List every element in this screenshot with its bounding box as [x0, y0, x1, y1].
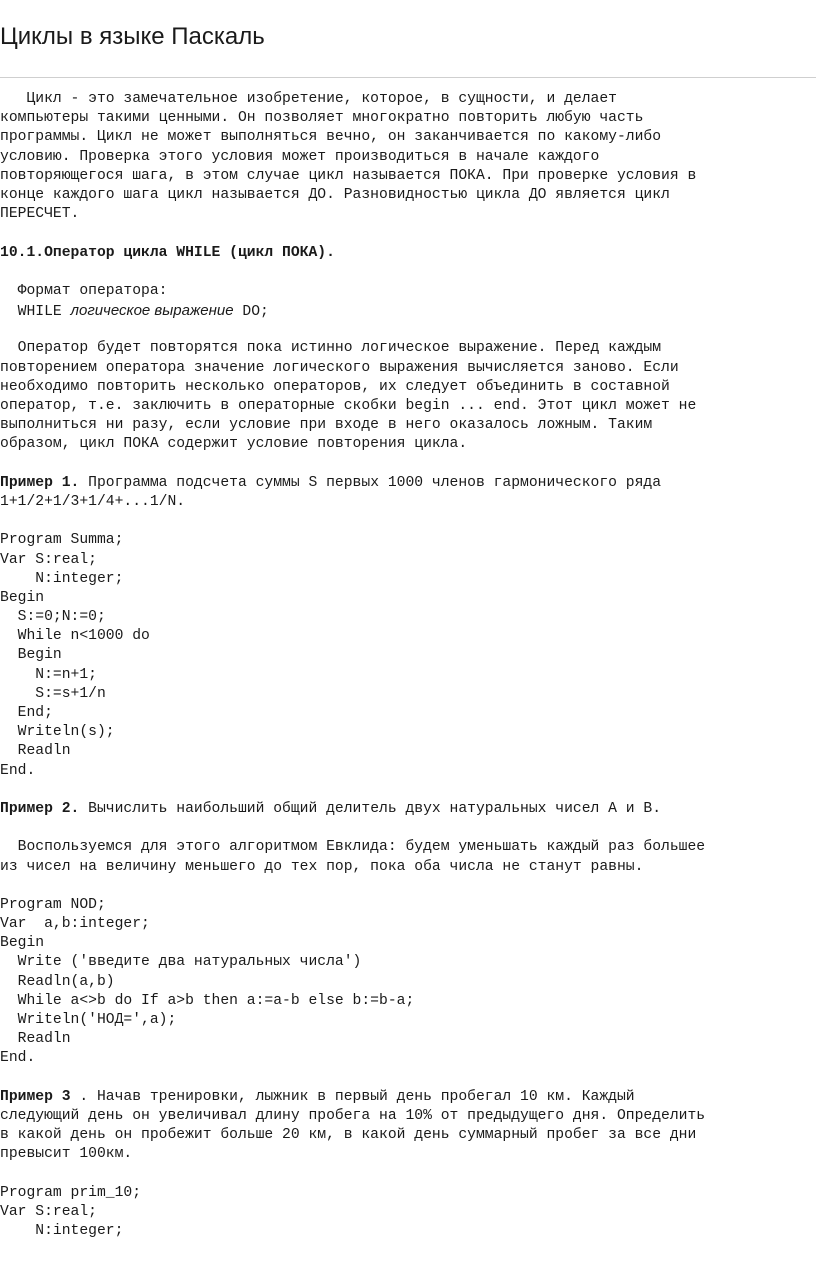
example-1 — [0, 474, 816, 781]
title-divider — [0, 77, 816, 78]
paragraph-line: превысит 100км. — [0, 1146, 133, 1163]
code-line: While n<1000 do — [0, 628, 150, 645]
blank-line — [0, 781, 816, 800]
code-line: Writeln(s); — [0, 724, 115, 741]
paragraph-line: Цикл - это замечательное изобретение, которое, в сущности, и делает — [0, 91, 617, 107]
code-line: Write ('введите два натуральных числа') — [0, 954, 362, 971]
code-line: Var S:real; — [0, 1203, 97, 1220]
code-line: End. — [0, 1050, 36, 1067]
example-3-code — [0, 1184, 816, 1242]
blank-line — [0, 819, 816, 838]
paragraph-line: повторением оператора значение логического выражения вычисляется заново. Если — [0, 359, 679, 376]
code-line: Program prim_10; — [0, 1184, 142, 1201]
intro-paragraph — [0, 90, 816, 224]
document-body — [0, 90, 816, 1241]
code-line: While a<>b do If a>b then a:=a-b else b:=b-a; — [0, 992, 415, 1009]
blank-line — [0, 224, 816, 243]
blank-line — [0, 455, 816, 474]
section-heading: 10.1.Оператор цикла WHILE (цикл ПОКА). — [0, 244, 335, 261]
paragraph-line: оператор, т.е. заключить в операторные скобки begin ... end. Этот цикл может не — [0, 398, 697, 414]
paragraph-line: повторяющегося шага, в этом случае цикл называется ПОКА. При проверке условия в — [0, 167, 697, 184]
format-italic: логическое выражение — [70, 302, 234, 320]
paragraph-line: выполниться ни разу, если условие при входе в него оказалось ложным. Таким — [0, 417, 653, 434]
page-title: Циклы в языке Паскаль — [0, 23, 265, 50]
code-line: Var a,b:integer; — [0, 916, 150, 933]
code-line: Program Summa; — [0, 532, 124, 549]
format-line — [0, 301, 816, 320]
code-line: Begin — [0, 589, 45, 606]
blank-line — [0, 320, 816, 339]
paragraph-line: компьютеры такими ценными. Он позволяет многократно повторить любую часть — [0, 110, 644, 127]
paragraph-line: Воспользуемся для этого алгоритмом Евклида: будем уменьшать каждый раз большее — [0, 839, 706, 856]
example-2-heading-line — [0, 800, 816, 819]
example-2-label: Пример 2. — [0, 800, 80, 817]
code-line: End. — [0, 762, 36, 779]
paragraph-line: в какой день он пробежит больше 20 км, в какой день суммарный пробег за все дни — [0, 1127, 697, 1144]
example-2 — [0, 800, 816, 1069]
example-3-text: . Начав тренировки, лыжник в первый день пробегал 10 км. Каждый — [70, 1088, 635, 1105]
paragraph-line: следующий день он увеличивал длину пробега на 10% от предыдущего дня. Определить — [0, 1107, 706, 1124]
code-line: End; — [0, 705, 53, 721]
code-line: Begin — [0, 647, 62, 664]
format-label: Формат оператора: — [0, 282, 168, 299]
paragraph-line: конце каждого шага цикл называется ДО. Разновидностью цикла ДО является цикл — [0, 186, 670, 203]
code-line: N:integer; — [0, 1223, 124, 1240]
paragraph-line: условию. Проверка этого условия может производиться в начале каждого — [0, 148, 600, 165]
example-1-label: Пример 1. — [0, 474, 80, 491]
example-3 — [0, 1088, 816, 1242]
format-prefix: WHILE — [0, 304, 71, 321]
paragraph-line: из чисел на величину меньшего до тех пор, пока оба числа не станут равны. — [0, 858, 644, 875]
paragraph-line: необходимо повторить несколько операторов, их следует объединить в составной — [0, 378, 670, 395]
blank-line — [0, 512, 816, 531]
code-line: N:=n+1; — [0, 666, 97, 683]
example-2-code — [0, 896, 816, 1069]
blank-line — [0, 1165, 816, 1184]
code-line: Program NOD; — [0, 896, 106, 913]
example-1-text: Программа подсчета суммы S первых 1000 членов гармонического ряда — [79, 474, 662, 491]
blank-line — [0, 877, 816, 896]
code-line: N:integer; — [0, 570, 124, 587]
blank-line — [0, 1069, 816, 1088]
paragraph-line: программы. Цикл не может выполняться вечно, он заканчивается по какому-либо — [0, 129, 662, 146]
code-line: S:=s+1/n — [0, 685, 106, 702]
paragraph-line: ПЕРЕСЧЕТ. — [0, 206, 80, 223]
code-line: S:=0;N:=0; — [0, 609, 106, 626]
example-1-heading-line — [0, 474, 816, 493]
example-3-label: Пример 3 — [0, 1088, 71, 1105]
code-line: Readln(a,b) — [0, 973, 115, 990]
code-line: Writeln('НОД=',a); — [0, 1012, 177, 1028]
example-2-text: Вычислить наибольший общий делитель двух натуральных чисел A и B. — [79, 800, 662, 817]
format-suffix: DO; — [233, 304, 269, 321]
code-line: Var S:real; — [0, 551, 97, 568]
blank-line — [0, 263, 816, 282]
paragraph-line: Оператор будет повторятся пока истинно логическое выражение. Перед каждым — [0, 340, 662, 357]
code-line: Readln — [0, 743, 71, 760]
description-paragraph — [0, 339, 816, 454]
paragraph-line: образом, цикл ПОКА содержит условие повторения цикла. — [0, 436, 468, 453]
example-3-heading-line — [0, 1088, 816, 1107]
example-1-code — [0, 531, 816, 780]
code-line: Readln — [0, 1031, 71, 1048]
code-line: Begin — [0, 935, 45, 952]
paragraph-line: 1+1/2+1/3+1/4+...1/N. — [0, 493, 186, 510]
